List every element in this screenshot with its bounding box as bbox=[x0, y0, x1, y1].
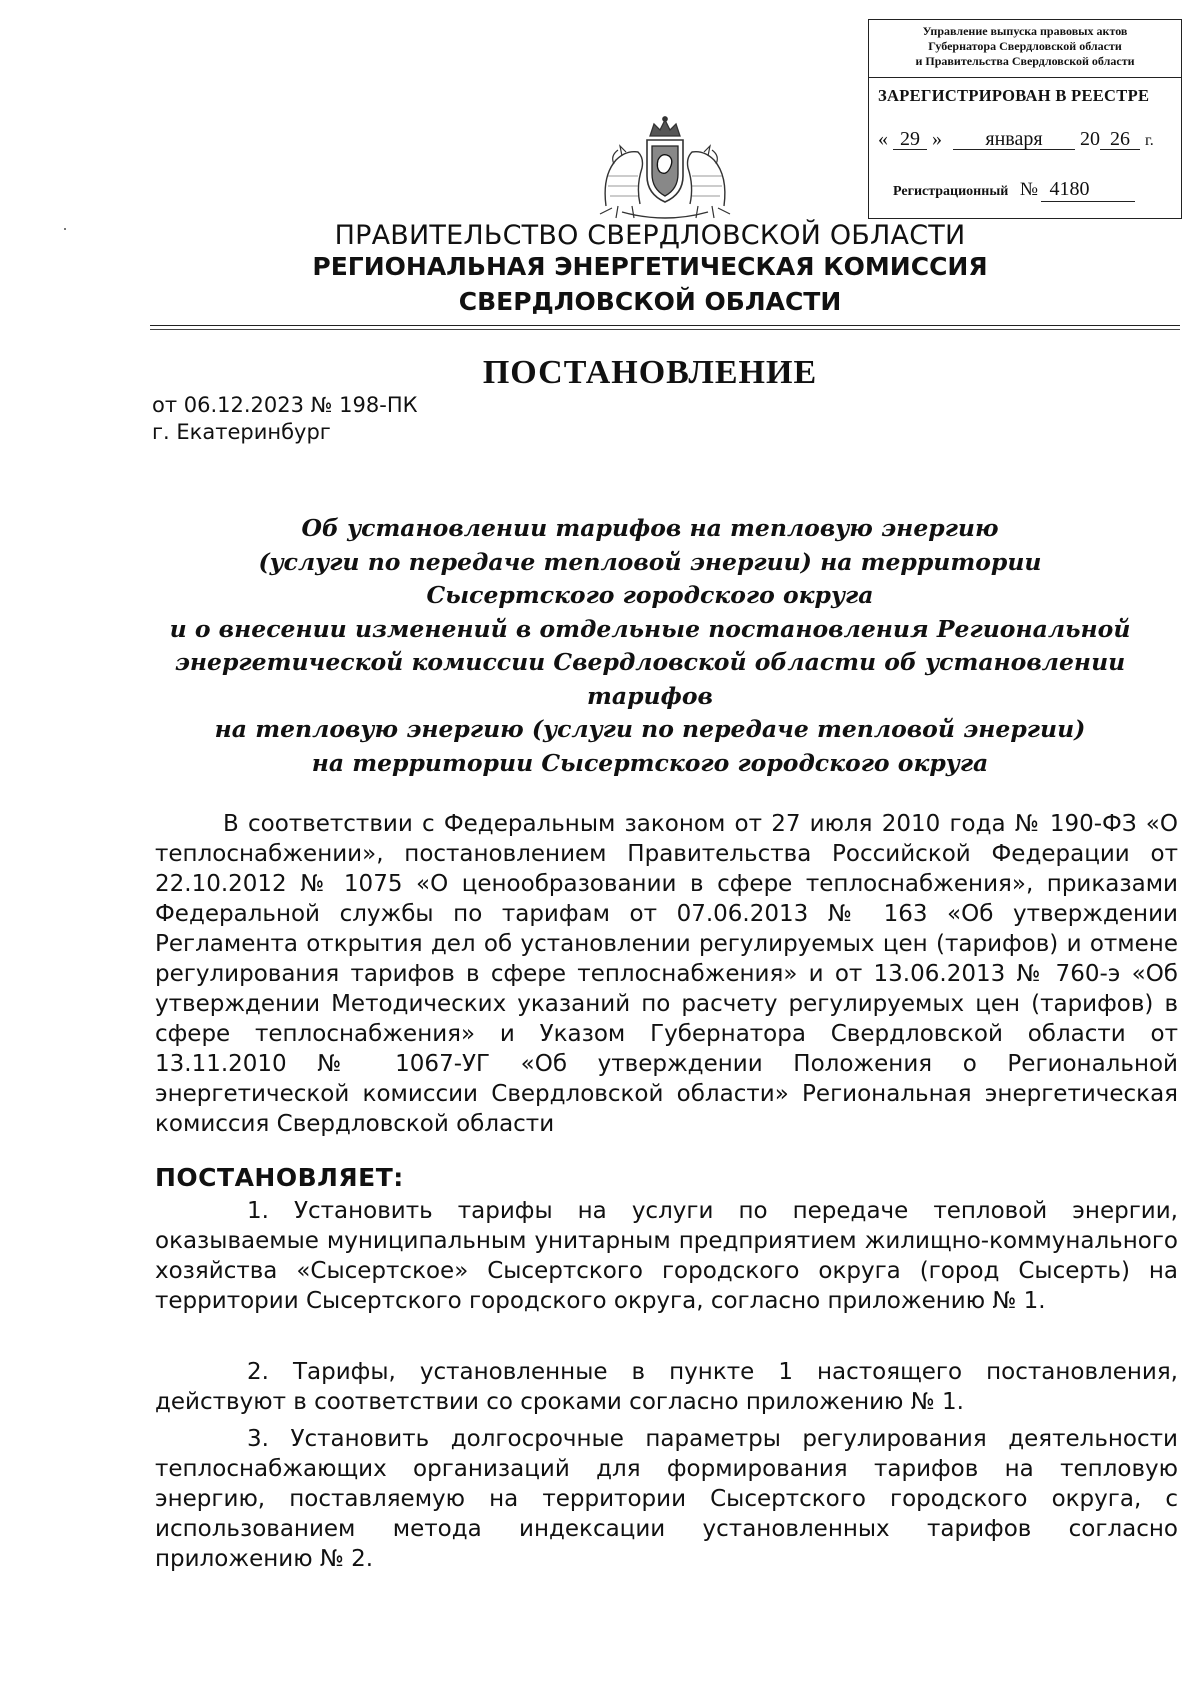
clause-1: 1. Установить тарифы на услуги по передаче тепловой энергии, оказываемые муниципальным унитарным предприятием жилищно-коммунального хозяйства «Сысертское» Сысертского городского округа (город Сысерть) на территории Сысертского городского округа, согласно приложению № 1. bbox=[155, 1198, 1178, 1314]
header-government: ПРАВИТЕЛЬСТВО СВЕРДЛОВСКОЙ ОБЛАСТИ bbox=[334, 220, 966, 251]
scan-speck bbox=[64, 228, 66, 230]
stamp-office-line: и Правительства Свердловской области bbox=[915, 54, 1135, 68]
document-number: от 06.12.2023 № 198-ПК bbox=[152, 393, 418, 417]
subject-line: на тепловую энергию (услуги по передаче тепловой энергии) bbox=[214, 715, 1086, 743]
document-city: г. Екатеринбург bbox=[152, 420, 331, 444]
stamp-no-sign: № bbox=[1019, 179, 1038, 200]
resolves-heading: ПОСТАНОВЛЯЕТ: bbox=[155, 1163, 404, 1192]
stamp-quote-close: » bbox=[932, 128, 942, 150]
stamp-year-unit: г. bbox=[1145, 132, 1154, 149]
document-type: ПОСТАНОВЛЕНИЕ bbox=[482, 354, 818, 391]
stamp-office-line: Губернатора Свердловской области bbox=[928, 39, 1122, 53]
header-divider bbox=[150, 329, 1180, 330]
header-commission: РЕГИОНАЛЬНАЯ ЭНЕРГЕТИЧЕСКАЯ КОМИССИЯ bbox=[312, 252, 988, 281]
stamp-reg-number: 4180 bbox=[1041, 178, 1135, 202]
coat-of-arms-icon bbox=[592, 116, 738, 222]
stamp-office-line: Управление выпуска правовых актов bbox=[922, 24, 1128, 38]
stamp-date bbox=[878, 128, 1178, 151]
subject-line: и о внесении изменений в отдельные постановления Региональной bbox=[169, 614, 1131, 643]
stamp-month: января bbox=[953, 129, 1075, 150]
stamp-reg-label: Регистрационный bbox=[893, 184, 1009, 199]
preamble-paragraph: В соответствии с Федеральным законом от 27 июля 2010 года № 190-ФЗ «О теплоснабжении», постановлением Правительства Российской Федерации от 22.10.2012 № 1075 «О ценообразовании в сфере теплоснабжения», приказами Федеральной службы по тарифам от 07.06.2013 № 163 «Об утверждении Регламента открытия дел об установлении регулируемых цен (тарифов) и отмене регулирования тарифов в сфере теплоснабжения» и от 13.06.2013 № 760-э «Об утверждении Методических указаний по расчету регулируемых цен (тарифов) в сфере теплоснабжения» и Указом Губернатора Свердловской области от 13.11.2010 № 1067-УГ «Об утверждении Положения о Региональной энергетической комиссии Свердловской области» Региональная энергетическая комиссия Свердловской области bbox=[155, 811, 1178, 1137]
subject-line: (услуги по передаче тепловой энергии) на территории bbox=[258, 547, 1042, 576]
subject-line: энергетической комиссии Свердловской области об установлении тарифов bbox=[174, 648, 1126, 710]
registry-stamp bbox=[868, 19, 1182, 219]
stamp-quote-open: « bbox=[878, 128, 888, 150]
document-subject bbox=[120, 512, 1180, 780]
stamp-day: 29 bbox=[893, 129, 927, 150]
stamp-title: ЗАРЕГИСТРИРОВАН В РЕЕСТРЕ bbox=[878, 86, 1150, 105]
stamp-year-suffix: 26 bbox=[1100, 129, 1140, 150]
clause-3: 3. Установить долгосрочные параметры регулирования деятельности теплоснабжающих организаций для формирования тарифов на тепловую энергию, поставляемую на территории Сысертского городского округа, с использованием метода индексации установленных тарифов согласно приложению № 2. bbox=[155, 1426, 1178, 1572]
subject-line: Сысертского городского округа bbox=[426, 581, 874, 609]
subject-line: Об установлении тарифов на тепловую энергию bbox=[301, 514, 999, 542]
header-region: СВЕРДЛОВСКОЙ ОБЛАСТИ bbox=[458, 287, 842, 316]
clause-2: 2. Тарифы, установленные в пункте 1 настоящего постановления, действуют в соответствии со сроками согласно приложению № 1. bbox=[155, 1359, 1178, 1415]
subject-line: на территории Сысертского городского округа bbox=[311, 748, 989, 777]
stamp-registration bbox=[893, 178, 1135, 202]
stamp-year-prefix: 20 bbox=[1080, 128, 1100, 150]
stamp-office bbox=[869, 20, 1181, 78]
header-divider bbox=[150, 325, 1180, 326]
